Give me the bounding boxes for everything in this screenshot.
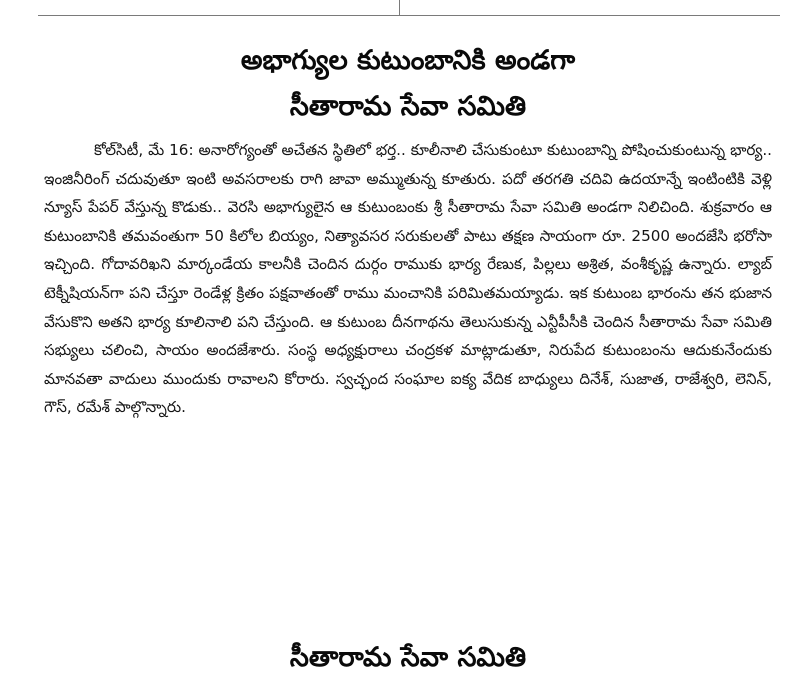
article-body: కోల్‌సిటీ, మే 16: అనారోగ్యంతో అచేతన స్థితిలో భర్త.. కూలీనాలి చేసుకుంటూ కుటుంబాన్ని పోషించుకుంటున్న భార్య.. ఇంజినీరింగ్‌ చదువుతూ ఇంటి అవసరాలకు రాగి జావా అమ్ముతున్న కూతురు. పదో తరగతి చదివి ఉదయాన్నే ఇంటింటికి వెళ్లి న్యూస్‌ పేపర్‌ వేస్తున్న కొడుకు.. వెరసి అభాగ్యులైన ఆ కుటుంబంకు శ్రీ సీతారామ సేవా సమితి అండగా నిలిచింది. శుక్రవారం ఆ కుటుంబానికి తమవంతుగా 50 కిలోల బియ్యం, నిత్యావసర సరుకులతో పాటు తక్షణ సాయంగా రూ. 2500 అందజేసి భరోసా ఇచ్చింది. గోదావరిఖని మార్కండేయ కాలనీకి చెందిన దుర్గం రాముకు భార్య రేణుక, పిల్లలు అశ్రిత, వంశీకృష్ణ ఉన్నారు. ల్యాబ్‌ టెక్నీషియన్‌గా పని చేస్తూ రెండేళ్ల క్రితం పక్షవాతంతో రాము మంచానికి పరిమితమయ్యాడు. ఇక కుటుంబ భారంను తన భుజాన వేసుకొని అతని భార్య కూలినాలి పని చేస్తుంది. ఆ కుటుంబ దీనగాథను తెలుసుకున్న ఎన్టీపీసీకి చెందిన సీతారామ సేవా సమితి సభ్యులు చలించి, సాయం అందజేశారు. సంస్థ అధ్యక్షురాలు చంద్రకళ మాట్లాడుతూ, నిరుపేద కుటుంబంను ఆదుకునేందుకు మానవతా వాదులు ముందుకు రావాలని కోరారు. స్వచ్ఛంద సంఘాల ఐక్య వేదిక బాధ్యులు దినేశ్‌, సుజాత, రాజేశ్వరి, లెనిన్‌, గౌస్‌, రమేశ్‌ పాల్గొన్నారు. bbox=[44, 141, 772, 417]
column-divider-tick bbox=[399, 0, 400, 15]
article-headline bbox=[44, 38, 772, 130]
news-article bbox=[44, 38, 772, 422]
top-divider-line bbox=[38, 15, 780, 16]
headline-line-2: సీతారామ సేవా సమితి bbox=[289, 91, 527, 122]
next-article-headline-cropped: సీతారామ సేవా సమితి bbox=[289, 642, 527, 673]
headline-line-1: అభాగ్యుల కుటుంబానికి అండగా bbox=[240, 45, 576, 76]
